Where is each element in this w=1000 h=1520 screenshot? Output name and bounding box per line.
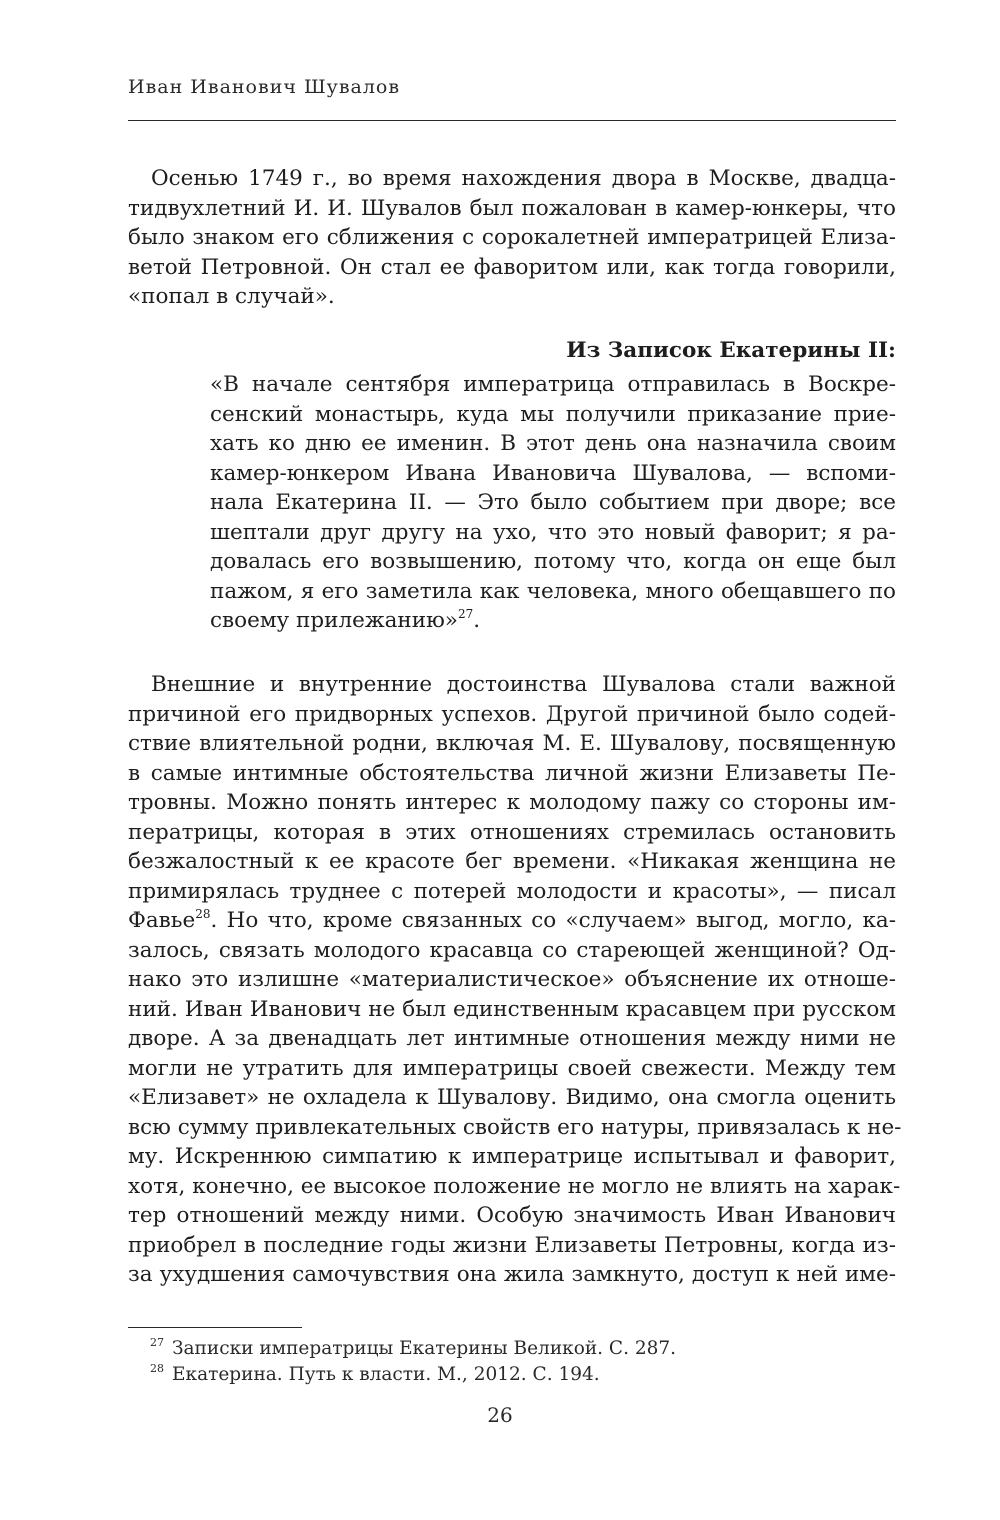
quote-line: шептали друг другу на ухо, что это новый фаворит; я ра- — [210, 519, 896, 545]
quote-source-title: Из Записок Екатерины II: — [566, 338, 896, 363]
quote-line: пажом, я его заметила как человека, много обещавшего по — [210, 578, 896, 604]
text-line: примирялась труднее с потерей молодости и красоты», — писал — [128, 878, 896, 904]
text-line: нако это излишне «материалистическое» объяснение их отноше- — [128, 967, 896, 992]
text-line: залось, связать молодого красавца со стареющей женщиной? Од- — [128, 937, 896, 963]
text-line: му. Искреннюю симпатию к императрице испытывал и фаворит, — [128, 1144, 896, 1169]
footnote-text: Екатерина. Путь к власти. М., 2012. С. 194. — [172, 1364, 600, 1385]
footnote-divider — [128, 1327, 302, 1328]
quote-line: хать ко дню ее именин. В этот день она назначила своим — [210, 431, 896, 456]
text-line: всю сумму привлекательных свойств его натуры, привязалась к не- — [128, 1114, 902, 1140]
text-line: ний. Иван Иванович не был единственным красавцем при русском — [128, 996, 896, 1022]
footnote-28 — [150, 1362, 896, 1388]
text-line: ператрицы, которая в этих отношениях стремилась остановить — [128, 819, 896, 845]
text-line: дворе. А за двенадцать лет интимные отношения между ними не — [128, 1026, 896, 1051]
text-line: Внешние и внутренние достоинства Шувалова стали важной — [151, 672, 896, 697]
paragraph-main — [128, 670, 902, 1290]
text-line: ветой Петровной. Он стал ее фаворитом или, как тогда говорили, — [128, 254, 896, 280]
footnotes — [150, 1336, 896, 1388]
text-line-with-footnote — [128, 906, 896, 936]
text-line: безжалостный к ее красоте бег времени. «Никакая женщина не — [128, 849, 896, 874]
text-line: могли не утратить для императрицы своей свежести. Между тем — [128, 1055, 896, 1081]
running-header: Иван Иванович Шувалов — [128, 76, 401, 98]
text-line: хотя, конечно, ее высокое положение не могло не влиять на харак- — [128, 1173, 901, 1199]
quote-line-last — [210, 606, 896, 636]
text-line: тидвухлетний И. И. Шувалов был пожалован в камер-юнкеры, что — [128, 195, 896, 221]
paragraph-intro — [128, 164, 896, 312]
text-line: Осенью 1749 г., во время нахождения двора в Москве, двадца- — [151, 166, 896, 191]
text-line: ствие влиятельной родни, включая М. Е. Шувалову, посвященную — [128, 731, 896, 756]
text-fragment: Фавье — [128, 908, 196, 933]
text-line: тровны. Можно понять интерес к молодому пажу со стороны им- — [128, 790, 896, 815]
text-line: в самые интимные обстоятельства личной жизни Елизаветы Пе- — [128, 760, 896, 786]
text-line: «попал в случай». — [128, 284, 335, 309]
footnote-number: 28 — [150, 1362, 164, 1375]
quote-line: «В начале сентября императрица отправилась в Воскре- — [210, 372, 896, 397]
footnote-text: Записки императрицы Екатерины Великой. С. 287. — [172, 1338, 677, 1359]
quote-text: своему прилежанию» — [210, 608, 458, 633]
quote-line: нала Екатерина II. — Это было событием при дворе; все — [210, 490, 896, 515]
quote-line: довалась его возвышению, потому что, когда он еще был — [210, 549, 896, 574]
footnote-ref-28: 28 — [195, 907, 211, 921]
text-line: тер отношений между ними. Особую значимость Иван Иванович — [128, 1203, 896, 1228]
text-line: причиной его придворных успехов. Другой причиной было содей- — [128, 701, 896, 727]
quote-line: сенский монастырь, куда мы получили приказание прие- — [210, 401, 896, 427]
footnote-27 — [150, 1336, 896, 1362]
page-number: 26 — [487, 1403, 513, 1427]
block-quote — [210, 370, 896, 636]
quote-end-punct: . — [473, 608, 481, 633]
text-line: приобрел в последние годы жизни Елизаветы Петровны, когда из- — [128, 1232, 896, 1258]
quote-line: камер-юнкером Ивана Ивановича Шувалова, — вспоми- — [210, 460, 896, 486]
footnote-ref-27: 27 — [457, 607, 474, 621]
text-line: было знаком его сближения с сорокалетней императрицей Елиза- — [128, 225, 896, 250]
footnote-number: 27 — [150, 1336, 164, 1349]
text-line: «Елизавет» не охладела к Шувалову. Видимо, она смогла оценить — [128, 1085, 896, 1110]
text-line: за ухудшения самочувствия она жила замкнуто, доступ к ней име- — [128, 1262, 896, 1287]
text-fragment: . Но что, кроме связанных со «случаем» выгод, могло, ка- — [210, 908, 896, 933]
header-divider — [128, 120, 896, 121]
